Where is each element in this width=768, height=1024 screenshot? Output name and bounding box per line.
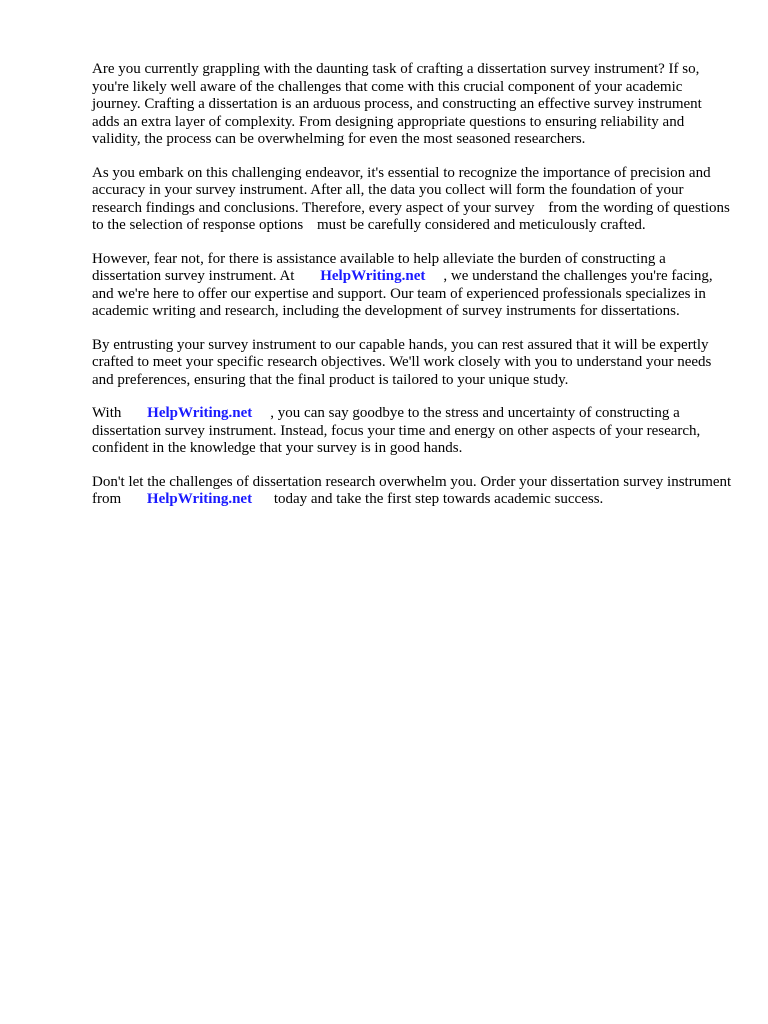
paragraph-precision-text-b: from the wording of questions to the selection of response options: [92, 199, 730, 233]
helpwriting-link[interactable]: HelpWriting.net: [146, 491, 253, 507]
paragraph-precision: [92, 165, 732, 235]
paragraph-order: [92, 474, 732, 509]
paragraph-order-text-a: Don't let the challenges of dissertation research overwhelm you. Order your dissertation survey instrument from: [92, 473, 732, 507]
paragraph-precision-text-c: must be carefully considered and meticulously crafted.: [316, 217, 646, 233]
paragraph-intro: [92, 61, 732, 149]
helpwriting-link[interactable]: HelpWriting.net: [320, 268, 426, 284]
paragraph-entrusting-text: By entrusting your survey instrument to our capable hands, you can rest assured that it will be expertly crafted to meet your specific research objectives. We'll work closely with you to understand your needs and preferences, ensuring that the final product is tailored to your unique study.: [92, 336, 712, 388]
paragraph-goodbye: [92, 405, 732, 458]
document-body: [92, 61, 732, 525]
paragraph-assistance-text-b: , we understand the challenges you're facing, and we're here to offer our expertise and support. Our team of experienced professionals specializes in academic writing and research, including the development of survey instruments for dissertations.: [92, 268, 713, 319]
helpwriting-link[interactable]: HelpWriting.net: [147, 405, 253, 421]
paragraph-assistance-text-a: However, fear not, for there is assistance available to help alleviate the burden of constructing a dissertation survey instrument. At: [92, 250, 666, 284]
paragraph-intro-text: Are you currently grappling with the daunting task of crafting a dissertation survey instrument? If so, you're likely well aware of the challenges that come with this crucial component of your academic journey. Crafting a dissertation is an arduous process, and constructing an effective survey instrument adds an extra layer of complexity. From designing appropriate questions to ensuring reliability and validity, the process can be overwhelming for even the most seasoned researchers.: [92, 61, 702, 147]
paragraph-precision-text-a: As you embark on this challenging endeavor, it's essential to recognize the importance of precision and accuracy in your survey instrument. After all, the data you collect will form the foundation of your research findings and conclusions. Therefore, every aspect of your survey: [92, 164, 711, 216]
paragraph-order-text-b: today and take the first step towards academic success.: [273, 491, 604, 507]
paragraph-assistance: [92, 251, 732, 321]
paragraph-goodbye-text-b: , you can say goodbye to the stress and uncertainty of constructing a dissertation survey instrument. Instead, focus your time and energy on other aspects of your research, confident in the knowledge that your survey is in good hands.: [92, 405, 701, 456]
paragraph-goodbye-text-a: With: [92, 405, 122, 421]
paragraph-entrusting: [92, 337, 732, 390]
